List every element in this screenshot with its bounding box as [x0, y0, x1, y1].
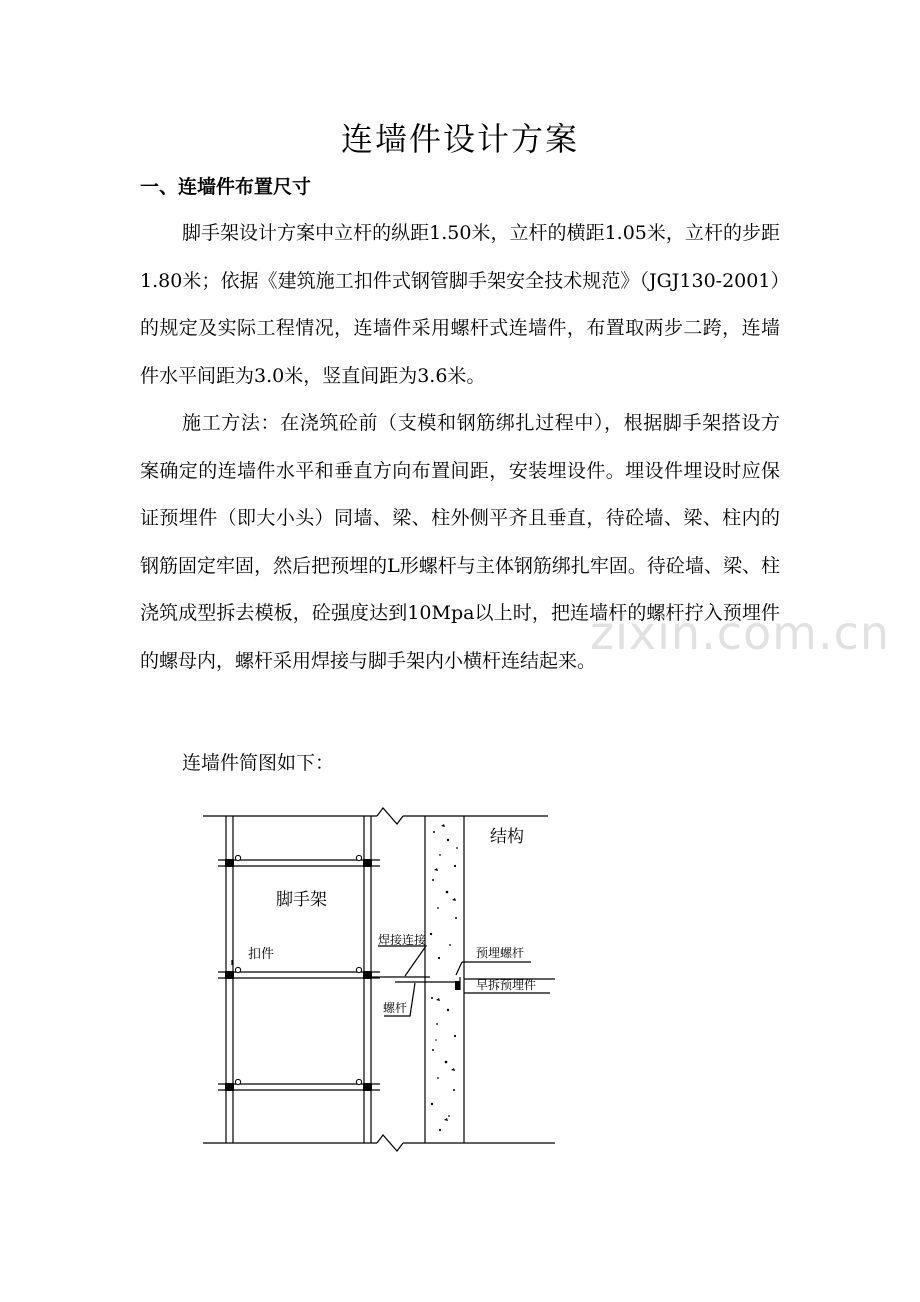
clamp [363, 859, 372, 867]
weld-leader [378, 946, 426, 976]
break-mark-top [377, 808, 403, 824]
coupler-knob [235, 855, 240, 860]
coupler-knob [356, 1079, 361, 1084]
label-embedded-bolt: 预埋螺杆 [476, 946, 525, 960]
coupler-knob [235, 967, 240, 972]
label-weld: 焊接连接 [378, 933, 427, 947]
label-structure: 结构 [490, 827, 524, 847]
clamp [363, 971, 372, 979]
paragraph-construction-method: 施工方法：在浇筑砼前（支模和钢筋绑扎过程中），根据脚手架搭设方案确定的连墙件水平和垂直方向布置间距，安装埋设件。埋设件埋设时应保证预埋件（即大小头）同墙、梁、柱外侧平齐且垂直，待砼墙、梁、柱内的钢筋固定牢固，然后把预埋的L形螺杆与主体钢筋绑扎牢固。待砼墙、梁、柱浇筑成型拆去模板，砼强度达到10Mpa以上时，把连墙杆的螺杆拧入预埋件的螺母内，螺杆采用焊接与脚手架内小横杆连结起来。 [140, 412, 780, 672]
watermark: zixin.com.cn [590, 606, 891, 660]
coupler-knob [235, 1079, 240, 1084]
label-coupler: 扣件 [248, 947, 275, 962]
coupler-knob [356, 967, 361, 972]
embed-nut [455, 981, 460, 990]
label-bolt: 螺杆 [383, 1001, 408, 1015]
clamp [225, 859, 234, 867]
document-title: 连墙件设计方案 [340, 120, 579, 158]
paragraph-layout-dimensions: 脚手架设计方案中立杆的纵距1.50米，立杆的横距1.05米，立杆的步距1.80米；依据《建筑施工扣件式钢管脚手架安全技术规范》（JGJ130-2001）的规定及实际工程情况，连墙件采用螺杆式连墙件，布置取两步二跨，连墙件水平间距为3.0米，竖直间距为3.6米。 [140, 222, 780, 387]
clamp [225, 971, 234, 979]
wall-tie-diagram [195, 800, 565, 1160]
clamp [363, 1083, 372, 1091]
label-removable-embed: 早拆预埋件 [476, 978, 537, 992]
coupler-knob [356, 855, 361, 860]
break-mark-bottom [377, 1135, 403, 1151]
section-heading: 一、连墙件布置尺寸 [140, 176, 312, 198]
concrete-hatch [430, 824, 458, 1131]
clamp [225, 1083, 234, 1091]
label-scaffold: 脚手架 [276, 890, 327, 910]
embedded-bolt-leader-tip [456, 962, 462, 975]
paragraph-diagram-intro: 连墙件简图如下： [182, 752, 335, 774]
